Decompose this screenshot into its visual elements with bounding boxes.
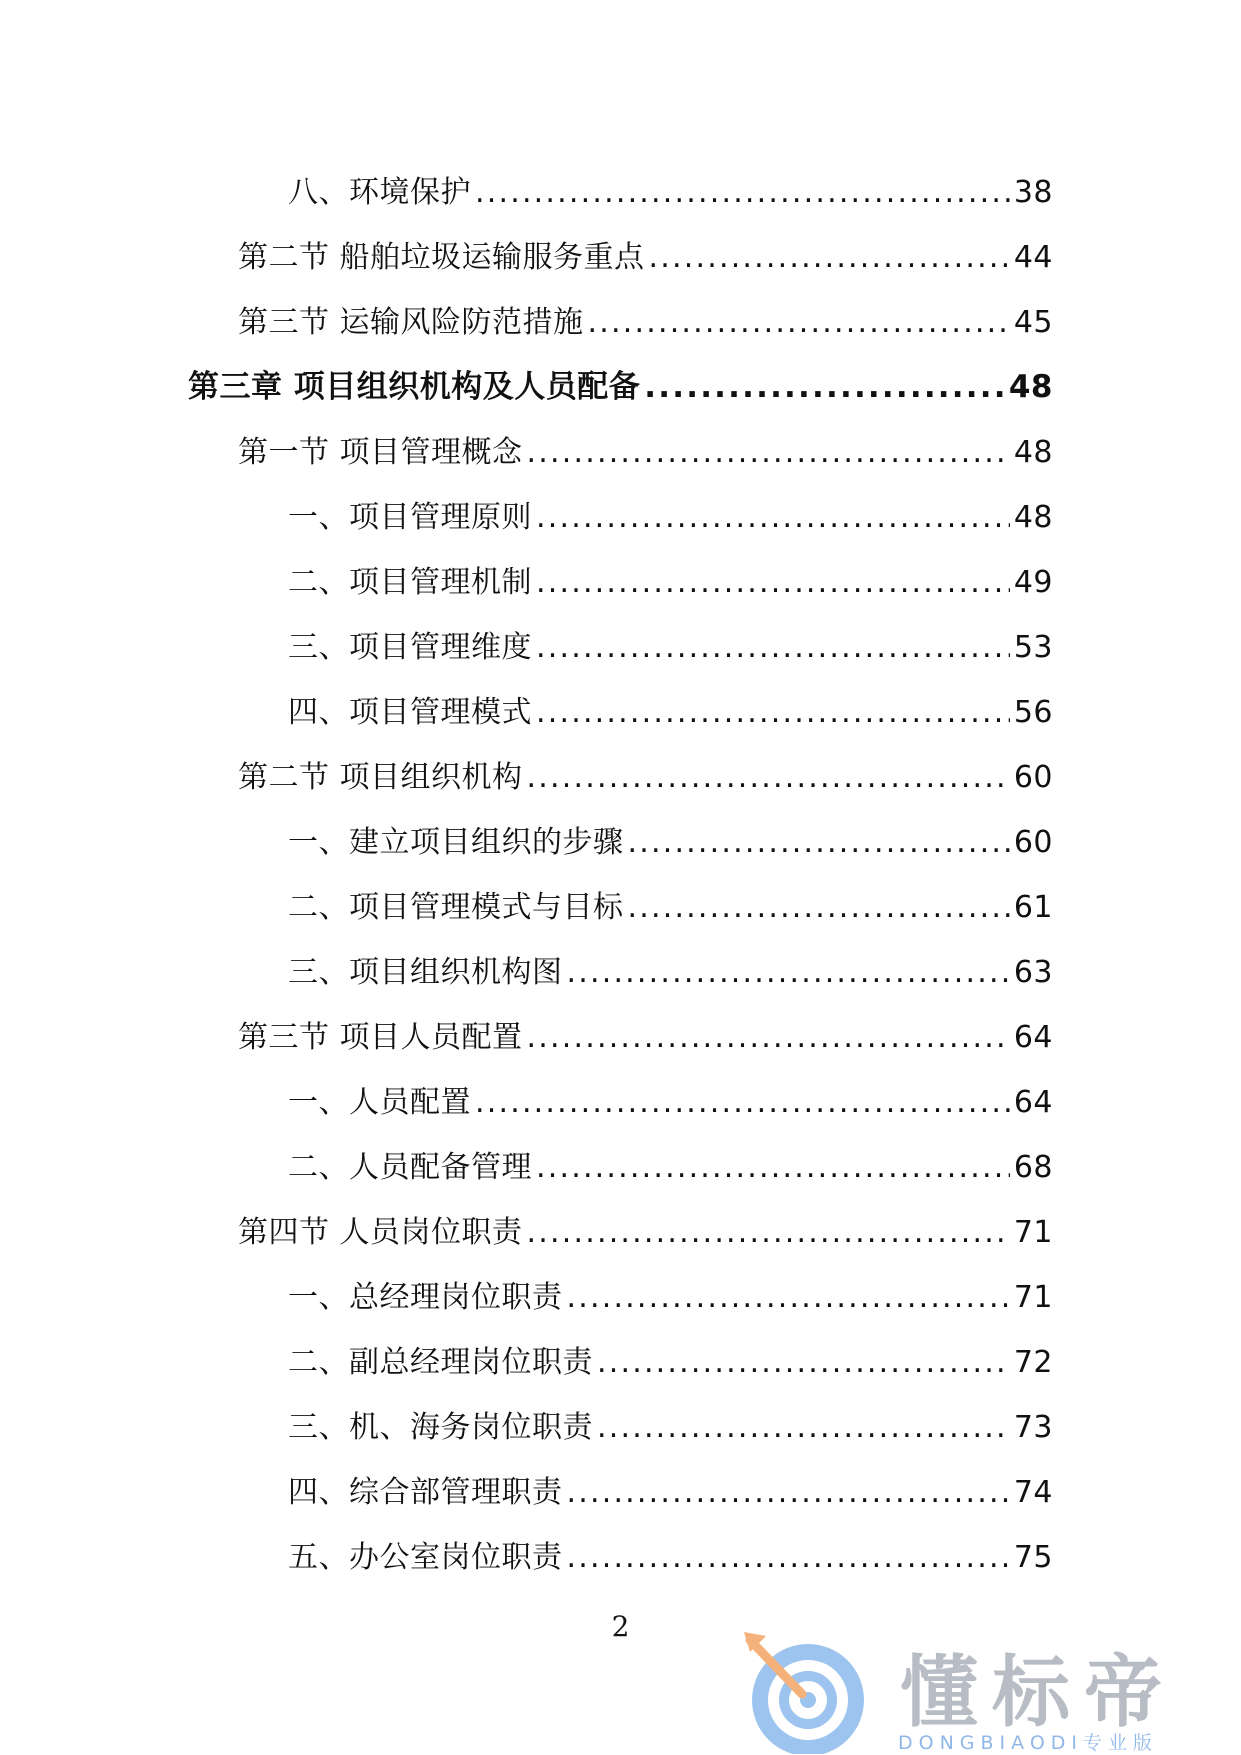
toc-entry[interactable]	[0, 1066, 1241, 1131]
toc-entry-title: 第二节 船舶垃圾运输服务重点	[238, 239, 645, 275]
toc-entry-title: 第一节 项目管理概念	[238, 434, 523, 470]
toc-entry-title: 第二节 项目组织机构	[238, 759, 523, 795]
toc-dot-leader	[567, 1280, 1010, 1315]
toc-entry[interactable]	[0, 741, 1241, 806]
toc-entry[interactable]	[0, 156, 1241, 221]
toc-dot-leader	[475, 175, 1010, 210]
toc-entry-title: 一、人员配置	[288, 1084, 471, 1120]
toc-entry[interactable]	[0, 1001, 1241, 1066]
toc-entry[interactable]	[0, 1261, 1241, 1326]
toc-entry-page: 73	[1013, 1409, 1053, 1445]
toc-dot-leader	[567, 955, 1010, 990]
table-of-contents	[0, 156, 1241, 1586]
toc-dot-leader	[628, 890, 1010, 925]
page-number: 2	[611, 1610, 630, 1643]
toc-entry-page: 60	[1013, 759, 1053, 795]
toc-dot-leader	[536, 630, 1010, 665]
toc-dot-leader	[536, 1150, 1010, 1185]
toc-dot-leader	[527, 760, 1010, 795]
toc-entry-page: 56	[1013, 694, 1053, 730]
toc-entry[interactable]	[0, 676, 1241, 741]
toc-dot-leader	[567, 1540, 1010, 1575]
toc-entry-page: 75	[1013, 1539, 1053, 1575]
toc-entry[interactable]	[0, 1326, 1241, 1391]
toc-entry[interactable]	[0, 416, 1241, 481]
toc-dot-leader	[536, 500, 1010, 535]
toc-entry-title: 三、机、海务岗位职责	[288, 1409, 593, 1445]
toc-dot-leader	[527, 1215, 1010, 1250]
toc-entry-title: 四、项目管理模式	[288, 694, 532, 730]
toc-dot-leader	[628, 825, 1010, 860]
toc-entry[interactable]	[0, 481, 1241, 546]
toc-entry-page: 71	[1013, 1214, 1053, 1250]
toc-entry-page: 53	[1013, 629, 1053, 665]
toc-dot-leader	[527, 435, 1010, 470]
toc-entry-page: 45	[1013, 304, 1053, 340]
toc-entry-page: 61	[1013, 889, 1053, 925]
toc-entry-title: 二、副总经理岗位职责	[288, 1344, 593, 1380]
toc-entry-title: 二、项目管理模式与目标	[288, 889, 624, 925]
watermark	[740, 1628, 1240, 1754]
toc-entry-page: 64	[1013, 1084, 1053, 1120]
toc-entry-title: 四、综合部管理职责	[288, 1474, 563, 1510]
toc-entry-page: 72	[1013, 1344, 1053, 1380]
toc-dot-leader	[597, 1410, 1010, 1445]
toc-dot-leader	[536, 565, 1010, 600]
toc-entry-page: 60	[1013, 824, 1053, 860]
toc-entry-page: 48	[1013, 499, 1053, 535]
toc-entry-title: 八、环境保护	[288, 174, 471, 210]
toc-entry-title: 第三章 项目组织机构及人员配备	[188, 369, 641, 405]
toc-entry-page: 63	[1013, 954, 1053, 990]
toc-entry-title: 第三节 运输风险防范措施	[238, 304, 584, 340]
toc-entry[interactable]	[0, 1131, 1241, 1196]
toc-dot-leader	[588, 305, 1010, 340]
toc-entry-title: 一、项目管理原则	[288, 499, 532, 535]
toc-entry-page: 38	[1013, 174, 1053, 210]
toc-entry[interactable]	[0, 546, 1241, 611]
toc-entry-title: 三、项目组织机构图	[288, 954, 563, 990]
toc-entry-page: 74	[1013, 1474, 1053, 1510]
watermark-title: 懂标帝	[900, 1648, 1177, 1738]
toc-entry[interactable]	[0, 1456, 1241, 1521]
toc-entry[interactable]	[0, 351, 1241, 416]
toc-entry[interactable]	[0, 1521, 1241, 1586]
toc-entry-title: 一、建立项目组织的步骤	[288, 824, 624, 860]
toc-dot-leader	[527, 1020, 1010, 1055]
toc-entry-title: 第三节 项目人员配置	[238, 1019, 523, 1055]
toc-entry-title: 一、总经理岗位职责	[288, 1279, 563, 1315]
toc-entry[interactable]	[0, 286, 1241, 351]
toc-dot-leader	[597, 1345, 1010, 1380]
toc-entry-title: 二、项目管理机制	[288, 564, 532, 600]
toc-entry-title: 三、项目管理维度	[288, 629, 532, 665]
toc-entry[interactable]	[0, 871, 1241, 936]
toc-entry-page: 44	[1013, 239, 1053, 275]
toc-dot-leader	[536, 695, 1010, 730]
toc-dot-leader	[475, 1085, 1010, 1120]
target-arrow-icon	[740, 1628, 870, 1754]
toc-entry-title: 二、人员配备管理	[288, 1149, 532, 1185]
toc-dot-leader	[567, 1475, 1010, 1510]
toc-entry[interactable]	[0, 806, 1241, 871]
toc-entry-page: 49	[1013, 564, 1053, 600]
watermark-subtitle: DONGBIAODI专业版	[898, 1732, 1159, 1754]
toc-dot-leader	[644, 369, 1005, 405]
toc-entry-page: 68	[1013, 1149, 1053, 1185]
toc-entry-title: 五、办公室岗位职责	[288, 1539, 563, 1575]
toc-entry-page: 64	[1013, 1019, 1053, 1055]
toc-entry[interactable]	[0, 1196, 1241, 1261]
toc-entry[interactable]	[0, 1391, 1241, 1456]
toc-entry[interactable]	[0, 221, 1241, 286]
toc-entry[interactable]	[0, 611, 1241, 676]
toc-entry-title: 第四节 人员岗位职责	[238, 1214, 523, 1250]
toc-entry-page: 48	[1013, 434, 1053, 470]
toc-entry-page: 71	[1013, 1279, 1053, 1315]
toc-dot-leader	[649, 240, 1010, 275]
toc-entry-page: 48	[1008, 369, 1053, 405]
toc-entry[interactable]	[0, 936, 1241, 1001]
